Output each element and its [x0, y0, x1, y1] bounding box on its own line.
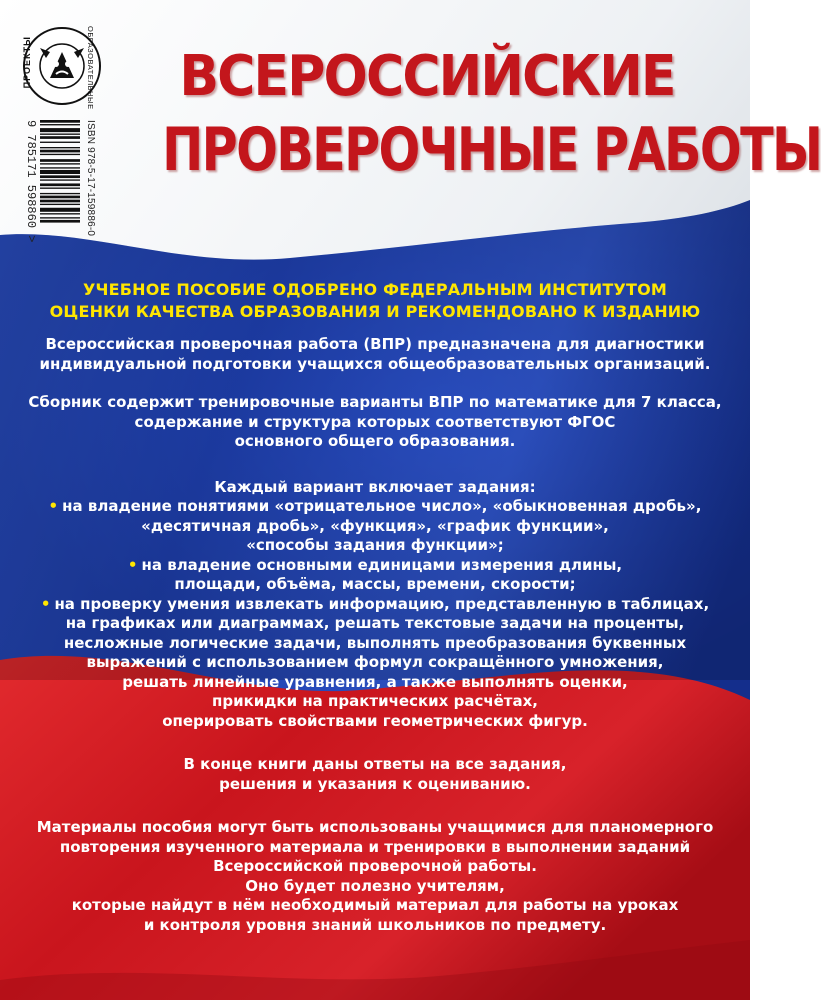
collection-line-3: основного общего образования.	[234, 432, 516, 450]
logo-ring-text-left: ПРОЕКТЫ	[22, 36, 32, 89]
bullet-3-line-1: • на проверку умения извлекать информацию, представленную в таблицах,	[40, 594, 710, 613]
answers-line-2: решения и указания к оцениванию.	[219, 774, 531, 793]
isbn-barcode-block	[24, 118, 98, 264]
isbn-label: ISBN 978-5-17-159886-0	[85, 120, 96, 237]
title-line-1: ВСЕРОССИЙСКИЕ	[179, 44, 675, 109]
bullet-icon: •	[40, 594, 51, 613]
collection-line-1: Сборник содержит тренировочные варианты ВПР по математике для 7 класса,	[28, 393, 722, 411]
bullet-icon: •	[48, 497, 59, 515]
barcode-digits: 9 785171 598860 >	[24, 120, 38, 243]
logo-ring-text-right: ОБРАЗОВАТЕЛЬНЫЕ	[86, 26, 95, 110]
closing-line-6: и контроля уровня знаний школьников по предмету.	[143, 915, 607, 934]
approval-line-2: ОЦЕНКИ КАЧЕСТВА ОБРАЗОВАНИЯ И РЕКОМЕНДОВАНО К ИЗДАНИЮ	[49, 302, 701, 321]
bullet-1-line-3: «способы задания функции»;	[246, 536, 504, 554]
collection-line-2: содержание и структура которых соответствуют ФГОС	[134, 412, 616, 431]
closing-line-4: Оно будет полезно учителям,	[245, 876, 505, 895]
publisher-sidebar	[18, 14, 104, 262]
bullet-icon: •	[127, 555, 138, 574]
bullet-3-line-3: несложные логические задачи, выполнять преобразования буквенных	[63, 633, 687, 652]
variant-heading: Каждый вариант включает задания:	[214, 477, 536, 496]
description-text	[0, 279, 750, 935]
bullet-3-line-5: решать линейные уравнения, а также выполнять оценки,	[122, 672, 628, 691]
bullet-1-line-2: «десятичная дробь», «функция», «график функции»,	[141, 516, 609, 535]
bullet-2-line-2: площади, объёма, массы, времени, скорости;	[174, 575, 576, 593]
intro-line-1: Всероссийская проверочная работа (ВПР) предназначена для диагностики	[45, 335, 705, 353]
closing-line-1: Материалы пособия могут быть использованы учащимися для планомерного	[36, 818, 714, 836]
closing-line-3: Всероссийской проверочной работы.	[213, 857, 537, 875]
bullet-3-line-6: прикидки на практических расчётах,	[211, 692, 538, 710]
title-line-2: ПРОВЕРОЧНЫЕ РАБОТЫ	[162, 115, 821, 185]
closing-line-5: которые найдут в нём необходимый материал для работы на уроках	[71, 896, 679, 914]
barcode	[40, 120, 80, 262]
bullet-2-line-1: • на владение основными единицами измерения длины,	[127, 555, 623, 574]
approval-line-1: УЧЕБНОЕ ПОСОБИЕ ОДОБРЕНО ФЕДЕРАЛЬНЫМ ИНСТИТУТОМ	[82, 280, 668, 299]
intro-line-2: индивидуальной подготовки учащихся общеобразовательных организаций.	[39, 354, 711, 373]
bullet-3-line-2: на графиках или диаграммах, решать текстовые задачи на проценты,	[65, 614, 685, 632]
bullet-1-line-1: • на владение понятиями «отрицательное число», «обыкновенная дробь»,	[48, 497, 702, 515]
bullet-3-line-7: оперировать свойствами геометрических фигур.	[162, 711, 588, 730]
closing-line-2: повторения изученного материала и тренировки в выполнении заданий	[59, 837, 691, 856]
answers-line-1: В конце книги даны ответы на все задания,	[183, 755, 567, 773]
bullet-3-line-4: выражений с использованием формул сокращённого умножения,	[86, 653, 664, 671]
